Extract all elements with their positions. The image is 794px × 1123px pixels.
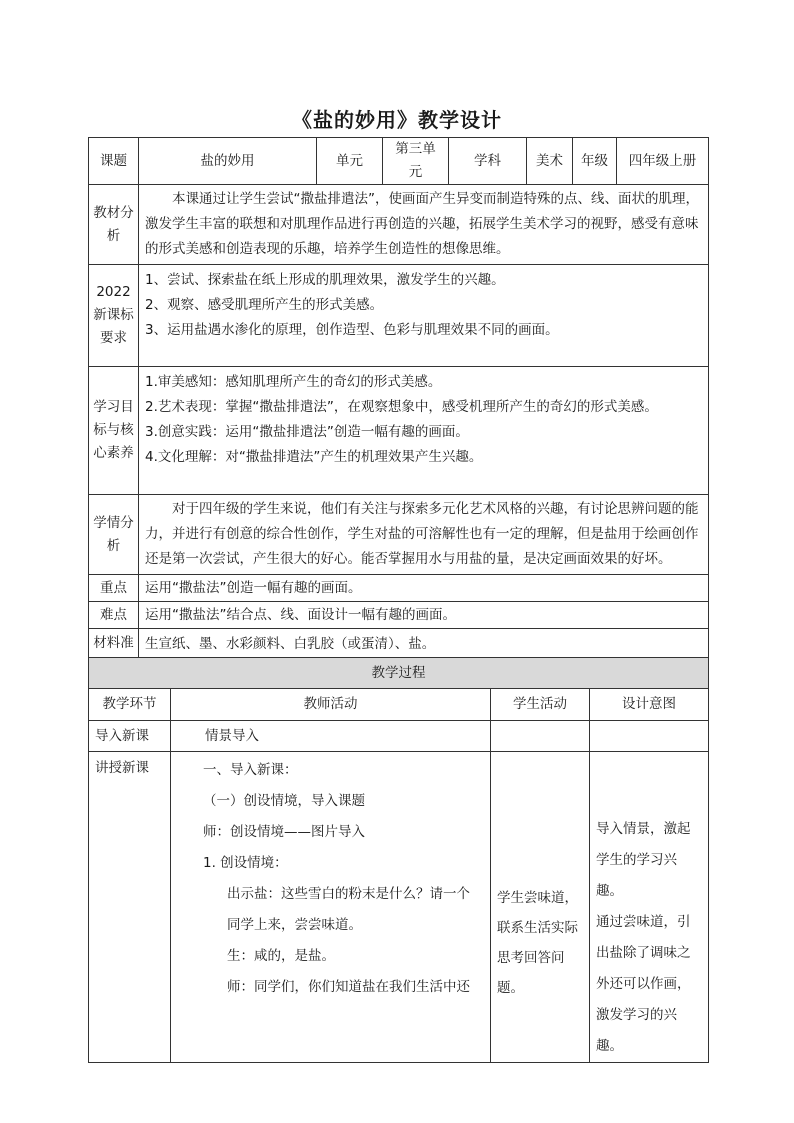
teacher-cell: 情景导入 — [171, 721, 491, 752]
process-row-lecture — [89, 752, 709, 1063]
topic-label: 课题 — [89, 138, 139, 185]
student-cell — [491, 721, 590, 752]
grade-value: 四年级上册 — [617, 138, 709, 185]
intent-line: 出盐除了调味之 — [596, 945, 691, 961]
teacher-line: 师：创设情境——图片导入 — [203, 824, 365, 840]
goals-list — [139, 367, 709, 495]
header-row — [89, 138, 709, 185]
goals-item: 2.艺术表现：掌握“撒盐排遣法”，在观察想象中，感受机理所产生的奇幻的形式美感。 — [145, 399, 658, 415]
column-student: 学生活动 — [491, 689, 590, 721]
subject-label: 学科 — [449, 138, 527, 185]
standards-list — [139, 265, 709, 367]
difficulty-row — [89, 602, 709, 629]
column-intent: 设计意图 — [590, 689, 709, 721]
intent-cell — [590, 721, 709, 752]
key-point-text: 运用“撒盐法”创造一幅有趣的画面。 — [139, 575, 709, 602]
process-title: 教学过程 — [89, 658, 709, 689]
student-line: 思考回答问题。 — [497, 950, 565, 996]
teacher-line: 1. 创设情境： — [203, 855, 288, 871]
learners-label: 学情分析 — [89, 495, 139, 575]
materials-text: 生宣纸、墨、水彩颜料、白乳胶（或蛋清）、盐。 — [139, 629, 709, 681]
column-teacher: 教师活动 — [171, 689, 491, 721]
goals-label: 学习目标与核心素养 — [89, 367, 139, 495]
key-point-row — [89, 575, 709, 602]
standards-item: 2、观察、感受肌理所产生的形式美感。 — [145, 297, 384, 313]
student-cell — [491, 752, 590, 1063]
goals-item: 1.审美感知：感知肌理所产生的奇幻的形式美感。 — [145, 374, 442, 390]
stage-cell: 导入新课 — [89, 721, 171, 752]
materials-label: 材料准 — [89, 629, 139, 681]
teacher-cell — [171, 752, 491, 1063]
intent-line: 学生的学习兴趣。 — [596, 852, 677, 899]
column-stage: 教学环节 — [89, 689, 171, 721]
goals-row — [89, 367, 709, 495]
grade-label: 年级 — [573, 138, 617, 185]
student-line: 联系生活实际 — [497, 920, 578, 936]
process-columns-row — [89, 689, 709, 721]
learners-row — [89, 495, 709, 575]
teaching-process-table — [88, 657, 709, 1063]
intent-line: 外还可以作画， — [596, 976, 691, 992]
standards-item: 3、运用盐遇水渗化的原理，创作造型、色彩与肌理效果不同的画面。 — [145, 322, 559, 338]
student-line: 学生尝味道， — [497, 890, 578, 906]
process-title-row — [89, 658, 709, 689]
intent-line: 通过尝味道，引 — [596, 914, 691, 930]
unit-value: 第三单元 — [383, 138, 449, 185]
analysis-text: 本课通过让学生尝试“撒盐排遣法”，使画面产生异变而制造特殊的点、线、面状的肌理，激发学生丰富的联想和对肌理作品进行再创造的兴趣，拓展学生美术学习的视野，感受有意味的形式美感和创造表现的乐趣，培养学生创造性的想像思维。 — [139, 185, 709, 265]
teacher-line: （一）创设情境，导入课题 — [203, 793, 365, 809]
learners-text: 对于四年级的学生来说，他们有关注与探索多元化艺术风格的兴趣，有讨论思辨问题的能力，并进行有创意的综合性创作，学生对盐的可溶解性也有一定的理解，但是盐用于绘画创作还是第一次尝试，产生很大的好心。能否掌握用水与用盐的量，是决定画面效果的好坏。 — [139, 495, 709, 575]
difficulty-text: 运用“撒盐法”结合点、线、面设计一幅有趣的画面。 — [139, 602, 709, 629]
intent-line: 激发学习的兴趣。 — [596, 1007, 677, 1054]
difficulty-label: 难点 — [89, 602, 139, 629]
subject-value: 美术 — [527, 138, 573, 185]
analysis-row — [89, 185, 709, 265]
teacher-line: 同学上来，尝尝味道。 — [227, 917, 362, 933]
teacher-line: 一、导入新课： — [203, 762, 298, 778]
standards-item: 1、尝试、探索盐在纸上形成的肌理效果，激发学生的兴趣。 — [145, 272, 505, 288]
teacher-line: 出示盐：这些雪白的粉末是什么？请一个 — [227, 886, 470, 902]
standards-label: 2022新课标要求 — [89, 265, 139, 367]
teacher-line: 师：同学们，你们知道盐在我们生活中还 — [227, 979, 470, 995]
teacher-line: 生：咸的，是盐。 — [227, 948, 335, 964]
standards-row — [89, 265, 709, 367]
intent-cell — [590, 752, 709, 1063]
process-row-intro — [89, 721, 709, 752]
goals-item: 4.文化理解：对“撒盐排遣法”产生的机理效果产生兴趣。 — [145, 449, 483, 465]
lesson-info-table — [88, 137, 709, 681]
topic-value: 盐的妙用 — [139, 138, 317, 185]
goals-item: 3.创意实践：运用“撒盐排遣法”创造一幅有趣的画面。 — [145, 424, 469, 440]
unit-label: 单元 — [317, 138, 383, 185]
document-title: 《盐的妙用》教学设计 — [292, 108, 502, 132]
key-point-label: 重点 — [89, 575, 139, 602]
intent-line: 导入情景，激起 — [596, 821, 691, 837]
analysis-label: 教材分析 — [89, 185, 139, 265]
stage-cell: 讲授新课 — [89, 752, 171, 1063]
